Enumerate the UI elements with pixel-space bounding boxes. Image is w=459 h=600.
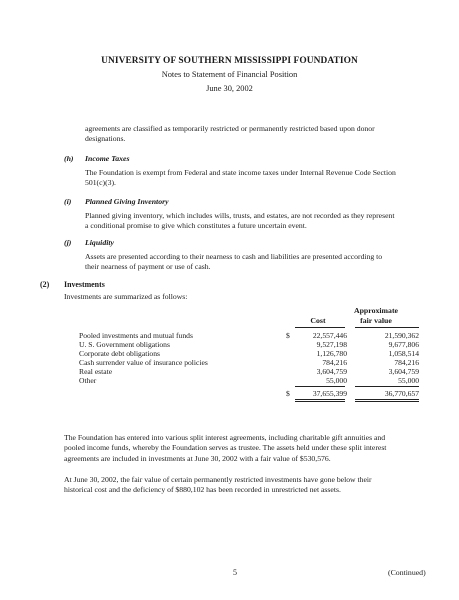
row-cost: 784,216: [322, 358, 347, 367]
intro-line-1: agreements are classified as temporarily restricted or permanently restricted based upon donor: [85, 124, 375, 133]
table-row: [79, 358, 419, 367]
section-h-body: [85, 168, 427, 189]
row-label: Cash surrender value of insurance policies: [79, 358, 208, 367]
total-currency-symbol: $: [286, 389, 290, 398]
intro-line-2: designations.: [85, 134, 126, 144]
row-fair-value: 55,000: [398, 376, 419, 385]
row-cost: 55,000: [326, 376, 347, 385]
table-total-row: [79, 389, 419, 398]
section-j-line-2: their nearness of payment or use of cash.: [85, 262, 211, 272]
page-number: 5: [233, 568, 237, 577]
col-fair-value-line-1: Approximate: [353, 306, 399, 315]
fair-header-rule: [355, 327, 419, 328]
section-i-line-2: a conditional promise to give which constitutes a future uncertain event.: [85, 221, 307, 231]
row-label: Pooled investments and mutual funds: [79, 331, 193, 340]
row-fair-value: 3,604,759: [388, 367, 419, 376]
col-cost-header: Cost: [310, 316, 326, 325]
fair-subtotal-rule: [355, 386, 419, 387]
row-fair-value: 9,677,806: [388, 340, 419, 349]
table-row: [79, 349, 419, 358]
deficiency-paragraph: [64, 475, 427, 496]
section-h-line-2: 501(c)(3).: [85, 178, 116, 188]
section-j-body: [85, 252, 427, 273]
section-h-title: Income Taxes: [85, 154, 130, 163]
section-j-title: Liquidity: [85, 238, 115, 247]
investments-number: (2): [40, 280, 50, 289]
row-cost: 9,527,198: [316, 340, 347, 349]
row-fair-value: 1,058,514: [388, 349, 419, 358]
col-fair-value-line-2: fair value: [360, 315, 392, 325]
split-interest-paragraph: [64, 433, 427, 464]
table-row: [79, 340, 419, 349]
row-fair-value: 784,216: [394, 358, 419, 367]
cost-subtotal-rule: [295, 386, 345, 387]
table-row: [79, 367, 419, 376]
section-i-line-1: Planned giving inventory, which includes wills, trusts, and estates, are not recorded as they represent: [85, 211, 395, 220]
document-subtitle: Notes to Statement of Financial Position: [161, 70, 298, 79]
total-cost: 37,655,399: [312, 389, 347, 398]
currency-symbol: $: [286, 331, 290, 340]
fair-total-double-rule-2: [355, 401, 419, 402]
split-interest-line-2: pooled income funds, whereby the Foundation serves as trustee. The assets held under these split interest: [64, 443, 387, 453]
investments-heading: Investments: [64, 280, 105, 289]
cost-total-double-rule-1: [295, 399, 345, 400]
section-j-marker: (j): [64, 238, 72, 247]
section-j-line-1: Assets are presented according to their nearness to cash and liabilities are presented according to: [85, 252, 383, 261]
row-cost: 22,557,446: [312, 331, 347, 340]
organization-title: UNIVERSITY OF SOUTHERN MISSISSIPPI FOUNDATION: [101, 56, 358, 66]
section-h-line-1: The Foundation is exempt from Federal and state income taxes under Internal Revenue Code Section: [85, 168, 396, 177]
continued-label: (Continued): [388, 568, 426, 577]
cost-total-double-rule-2: [295, 401, 345, 402]
section-i-marker: (i): [64, 197, 72, 206]
table-row: [79, 376, 419, 385]
deficiency-line-1: At June 30, 2002, the fair value of certain permanently restricted investments have gone below their: [64, 475, 372, 484]
fair-total-double-rule-1: [355, 399, 419, 400]
col-fair-value-header: [341, 306, 411, 325]
row-cost: 3,604,759: [316, 367, 347, 376]
cost-header-rule: [295, 327, 345, 328]
investments-intro: Investments are summarized as follows:: [64, 292, 188, 301]
total-fair-value: 36,770,657: [384, 389, 419, 398]
row-label: Real estate: [79, 367, 113, 376]
section-h-marker: (h): [64, 154, 74, 163]
split-interest-line-3: agreements are included in investments at June 30, 2002 with a fair value of $530,576.: [64, 453, 331, 463]
row-fair-value: 21,590,362: [384, 331, 419, 340]
split-interest-line-1: The Foundation has entered into various split interest agreements, including charitable gift annuities and: [64, 433, 386, 442]
deficiency-line-2: historical cost and the deficiency of $880,102 has been recorded in unrestricted net assets.: [64, 485, 341, 495]
table-row: [79, 331, 419, 340]
row-label: Other: [79, 376, 97, 385]
row-label: Corporate debt obligations: [79, 349, 160, 358]
row-label: U. S. Government obligations: [79, 340, 170, 349]
section-i-body: [85, 211, 427, 232]
row-cost: 1,126,780: [316, 349, 347, 358]
intro-paragraph: [85, 124, 427, 145]
document-date: June 30, 2002: [206, 84, 253, 93]
section-i-title: Planned Giving Inventory: [85, 197, 169, 206]
